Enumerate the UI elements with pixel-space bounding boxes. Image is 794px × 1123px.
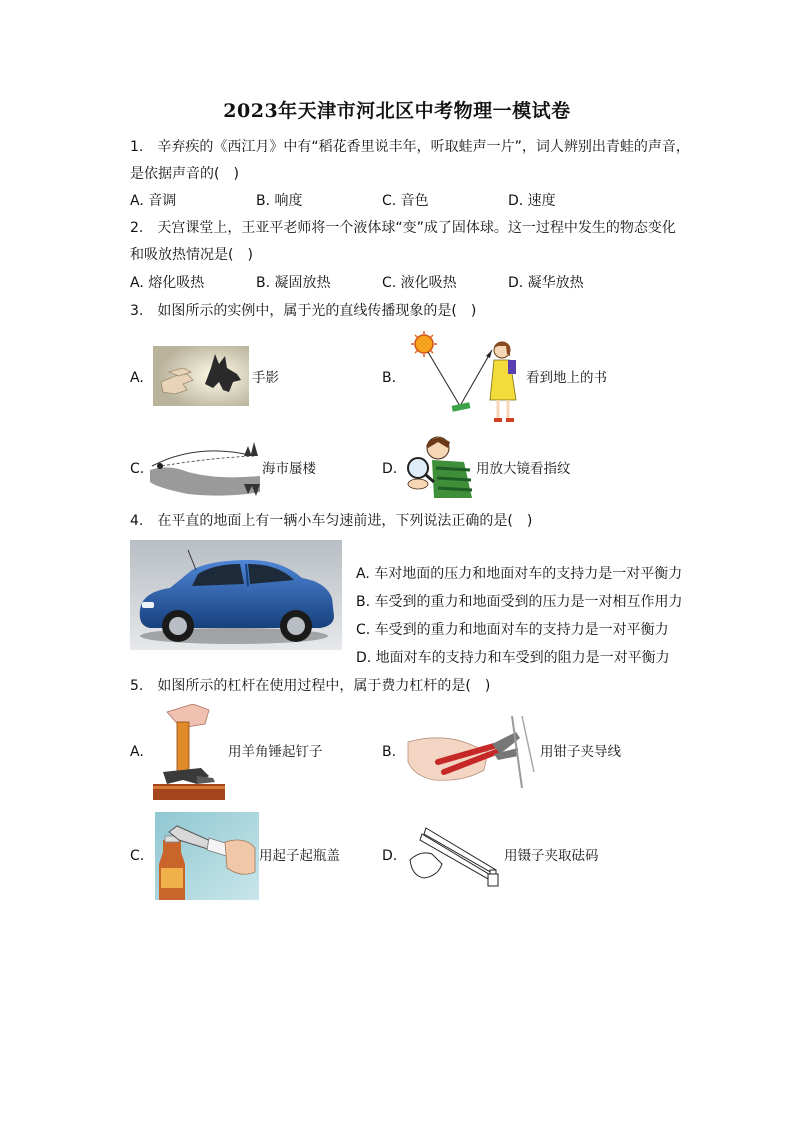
question-5-stem: 5. 如图所示的杠杆在使用过程中，属于费力杠杆的是( ) (130, 678, 491, 694)
bottle-opener-image (155, 812, 259, 900)
question-5-option-c-label: 用起子起瓶盖 (259, 848, 340, 864)
magnifier-fingerprint-image (404, 432, 474, 498)
question-3-option-a-label: 手影 (252, 370, 279, 386)
question-4-option-b[interactable]: B. 车受到的重力和地面受到的压力是一对相互作用力 (356, 594, 683, 610)
question-1-option-b[interactable]: B. 响度 (256, 193, 303, 209)
question-5-option-a-label: 用羊角锤起钉子 (228, 744, 323, 760)
question-1-option-a[interactable]: A. 音调 (130, 193, 177, 209)
question-5-option-c-letter[interactable]: C. (130, 848, 145, 864)
claw-hammer-image (153, 704, 225, 800)
pliers-image (404, 712, 538, 792)
question-2-stem-line1: 2. 天宫课堂上，王亚平老师将一个液体球“变”成了固体球。这一过程中发生的物态变化 (130, 220, 676, 236)
girl-reading-book-image (404, 330, 524, 426)
question-4-option-d[interactable]: D. 地面对车的支持力和车受到的阻力是一对平衡力 (356, 650, 670, 666)
question-3-option-b-label: 看到地上的书 (526, 370, 607, 386)
question-5-option-a-letter[interactable]: A. (130, 744, 144, 760)
question-5-option-d-letter[interactable]: D. (382, 848, 398, 864)
car-image (130, 540, 342, 650)
question-1-option-d[interactable]: D. 速度 (508, 193, 556, 209)
question-2-stem-line2: 和吸放热情况是( ) (130, 247, 253, 263)
question-3-option-d-letter[interactable]: D. (382, 461, 398, 477)
question-3-option-d-label: 用放大镜看指纹 (476, 461, 571, 477)
question-5-option-b-letter[interactable]: B. (382, 744, 397, 760)
question-1-stem-line1: 1. 辛弃疾的《西江月》中有“稻花香里说丰年，听取蛙声一片”，词人辨别出青蛙的声音， (130, 139, 690, 155)
hand-shadow-image (153, 346, 249, 406)
mirage-image (148, 436, 262, 498)
question-3-option-a-letter[interactable]: A. (130, 370, 144, 386)
question-4-option-a[interactable]: A. 车对地面的压力和地面对车的支持力是一对平衡力 (356, 566, 683, 582)
magnifier-icon (408, 458, 434, 482)
question-1-option-c[interactable]: C. 音色 (382, 193, 429, 209)
question-3-option-c-letter[interactable]: C. (130, 461, 145, 477)
question-5-option-b-label: 用钳子夹导线 (540, 744, 621, 760)
question-5-option-d-label: 用镊子夹取砝码 (504, 848, 599, 864)
question-3-stem: 3. 如图所示的实例中，属于光的直线传播现象的是( ) (130, 303, 477, 319)
sun-icon (411, 331, 437, 357)
question-2-option-b[interactable]: B. 凝固放热 (256, 275, 331, 291)
question-1-stem-line2: 是依据声音的( ) (130, 166, 239, 182)
page-title: 2023年天津市河北区中考物理一模试卷 (223, 100, 571, 122)
question-3-option-c-label: 海市蜃楼 (262, 461, 316, 477)
question-2-option-c[interactable]: C. 液化吸热 (382, 275, 457, 291)
question-3-option-b-letter[interactable]: B. (382, 370, 397, 386)
tweezers-weight-image (406, 820, 504, 890)
question-4-stem: 4. 在平直的地面上有一辆小车匀速前进，下列说法正确的是( ) (130, 513, 533, 529)
question-2-option-d[interactable]: D. 凝华放热 (508, 275, 584, 291)
question-4-option-c[interactable]: C. 车受到的重力和地面对车的支持力是一对平衡力 (356, 622, 669, 638)
question-2-option-a[interactable]: A. 熔化吸热 (130, 275, 205, 291)
